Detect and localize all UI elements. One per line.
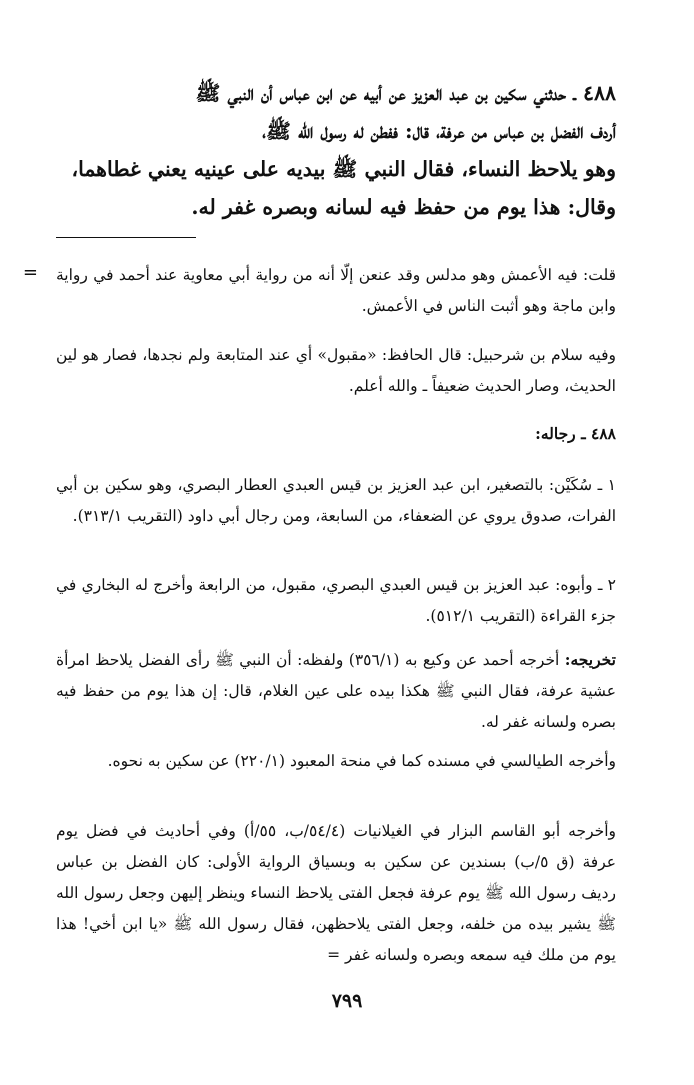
footnote-separator <box>56 237 196 238</box>
footnote-paragraph: ١ ـ سُكَيْن: بالتصغير، ابن عبد العزيز بن قيس العبدي العطار البصري، وهو سكين بن أبي الفرات، صدوق يروي عن الضعفاء، من السابعة، ومن رجال أبي داود (التقريب ٣١٣/١). <box>56 476 616 525</box>
bazzar-block <box>56 816 616 971</box>
rijal-heading-block <box>56 418 616 449</box>
footnote-paragraph: وأخرجه الطيالسي في مسنده كما في منحة المعبود (٢٢٠/١) عن سكين به نحوه. <box>107 752 616 770</box>
hadith-line: أردف الفضل بن عباس من عرفة، قال: ففطن له رسول الله ﷺ، <box>262 119 616 143</box>
footnote-paragraph: قلت: فيه الأعمش وهو مدلس وقد عنعن إلّا أنه من رواية أبي معاوية عند أحمد في رواية وابن ماجة وهو أثبت الناس في الأعمش. <box>56 266 616 315</box>
continuation-mark: = <box>22 262 38 283</box>
rijal-item-2 <box>56 570 616 632</box>
rijal-item-1 <box>56 470 616 532</box>
page-number: ٧٩٩ <box>331 990 363 1012</box>
takhrij-label: تخريجه: <box>564 650 616 669</box>
footnote-paragraph: ٢ ـ وأبوه: عبد العزيز بن قيس العبدي البصري، مقبول، من الرابعة وأخرج له البخاري في جزء القراءة (التقريب ٥١٢/١). <box>56 576 616 625</box>
rijal-heading: ٤٨٨ ـ رجاله: <box>535 424 616 443</box>
footnote-paragraph <box>56 644 616 738</box>
hadith-text <box>56 74 616 226</box>
footnote-sallam <box>56 340 616 402</box>
footnote-paragraph: وأخرجه أبو القاسم البزار في الغيلانيات (٥٤/٤/ب، ٥٥/أ) وفي أحاديث في فضل يوم عرفة (ق ٥/ب) بسندين عن سكين به وبسياق الرواية الأولى: كان الفضل بن عباس رديف رسول الله ﷺ يوم عرفة فجعل الفتى يلاحظ النساء وينظر إليهن وجعل رسول الله ﷺ يشير بيده من خلفه، وجعل الفتى يلاحظهن، فقال رسول الله ﷺ «يا ابن أخي! هذا يوم من ملك فيه سمعه وبصره ولسانه غفر = <box>56 822 616 964</box>
takhrij-block <box>56 644 616 738</box>
footnote-qult <box>56 260 616 322</box>
hadith-line: ٤٨٨ ـ حدثني سكين بن عبد العزيز عن أبيه عن ابن عباس أن النبي ﷺ <box>195 81 616 105</box>
tayalisi-block <box>56 746 616 777</box>
takhrij-text: أخرجه أحمد عن وكيع به (٣٥٦/١) ولفظه: أن النبي ﷺ رأى الفضل يلاحظ امرأة عشية عرفة، فقال النبي ﷺ هكذا بيده على عين الغلام، قال: إن هذا يوم من حفظ فيه بصره ولسانه غفر له. <box>56 651 616 731</box>
footnote-paragraph: وفيه سلام بن شرحبيل: قال الحافظ: «مقبول» أي عند المتابعة ولم نجدها، فصار هو لين الحديث، وصار الحديث ضعيفاً ـ والله أعلم. <box>56 346 616 395</box>
hadith-line: وهو يلاحظ النساء، فقال النبي ﷺ بيديه على عينيه يعني غطاهما، <box>71 157 616 181</box>
hadith-line: وقال: هذا يوم من حفظ فيه لسانه وبصره غفر له. <box>191 195 616 219</box>
